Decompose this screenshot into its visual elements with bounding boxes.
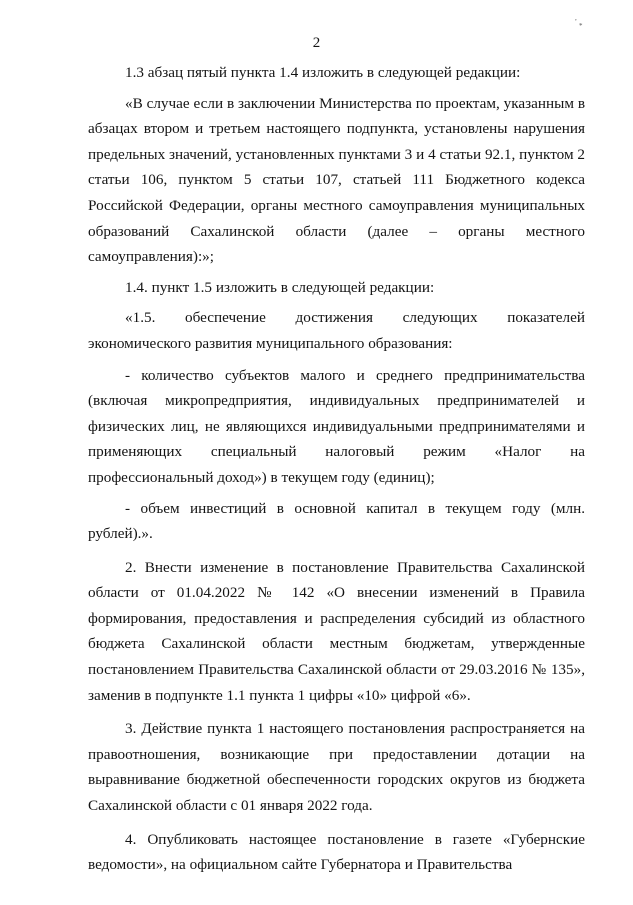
list-item-investment-volume: - объем инвестиций в основной капитал в текущем году (млн. рублей).». [88, 499, 585, 543]
paragraph-quote-violations: «В случае если в заключении Министерства по проектам, указанным в абзацах втором и третьем настоящего подпункта, установлены нарушения предельных значений, установленных пунктами 3 и 4 статьи 92.1, пунктом 2 статьи 106, пунктом 5 статьи 107, статьей 111 Бюджетного кодекса Российской Федерации, органы местного самоуправления муниципальных образований Сахалинской области (далее – органы местного самоуправления):»; [88, 94, 585, 266]
paragraph-2: 2. Внести изменение в постановление Правительства Сахалинской области от 01.04.2022 № 142 «О внесении изменений в Правила формирования, предоставления и распределения субсидий из областного бюджета Сахалинской области местным бюджетам, утвержденные постановлением Правительства Сахалинской области от 29.03.2016 № 135», заменив в подпункте 1.1 пункта 1 цифры «10» цифрой «6». [88, 558, 585, 704]
page-number: 2 [312, 35, 321, 51]
paragraph-1-4: 1.4. пункт 1.5 изложить в следующей редакции: [125, 278, 435, 296]
document-body [88, 60, 585, 878]
paragraph-1-3: 1.3 абзац пятый пункта 1.4 изложить в следующей редакции: [125, 64, 521, 81]
list-item-small-business-count: - количество субъектов малого и среднего предпринимательства (включая микропредприятия, индивидуальных предпринимателей и физических лиц, не являющихся индивидуальными предпринимателями и применяющих специальный налоговый режим «Налог на профессиональный доход») в текущем году (единиц); [88, 366, 585, 486]
scan-mark: * [579, 22, 583, 30]
paragraph-3: 3. Действие пункта 1 настоящего постановления распространяется на правоотношения, возникающие при предоставлении дотации на выравнивание бюджетной обеспеченности городских округов из бюджета Сахалинской области с 01 января 2022 года. [88, 720, 585, 815]
scan-mark: , [575, 14, 577, 22]
paragraph-1-5: «1.5. обеспечение достижения следующих показателей экономического развития муниципального образования: [88, 309, 585, 352]
paragraph-4: 4. Опубликовать настоящее постановление в газете «Губернские ведомости», на официальном сайте Губернатора и Правительства [88, 830, 585, 874]
